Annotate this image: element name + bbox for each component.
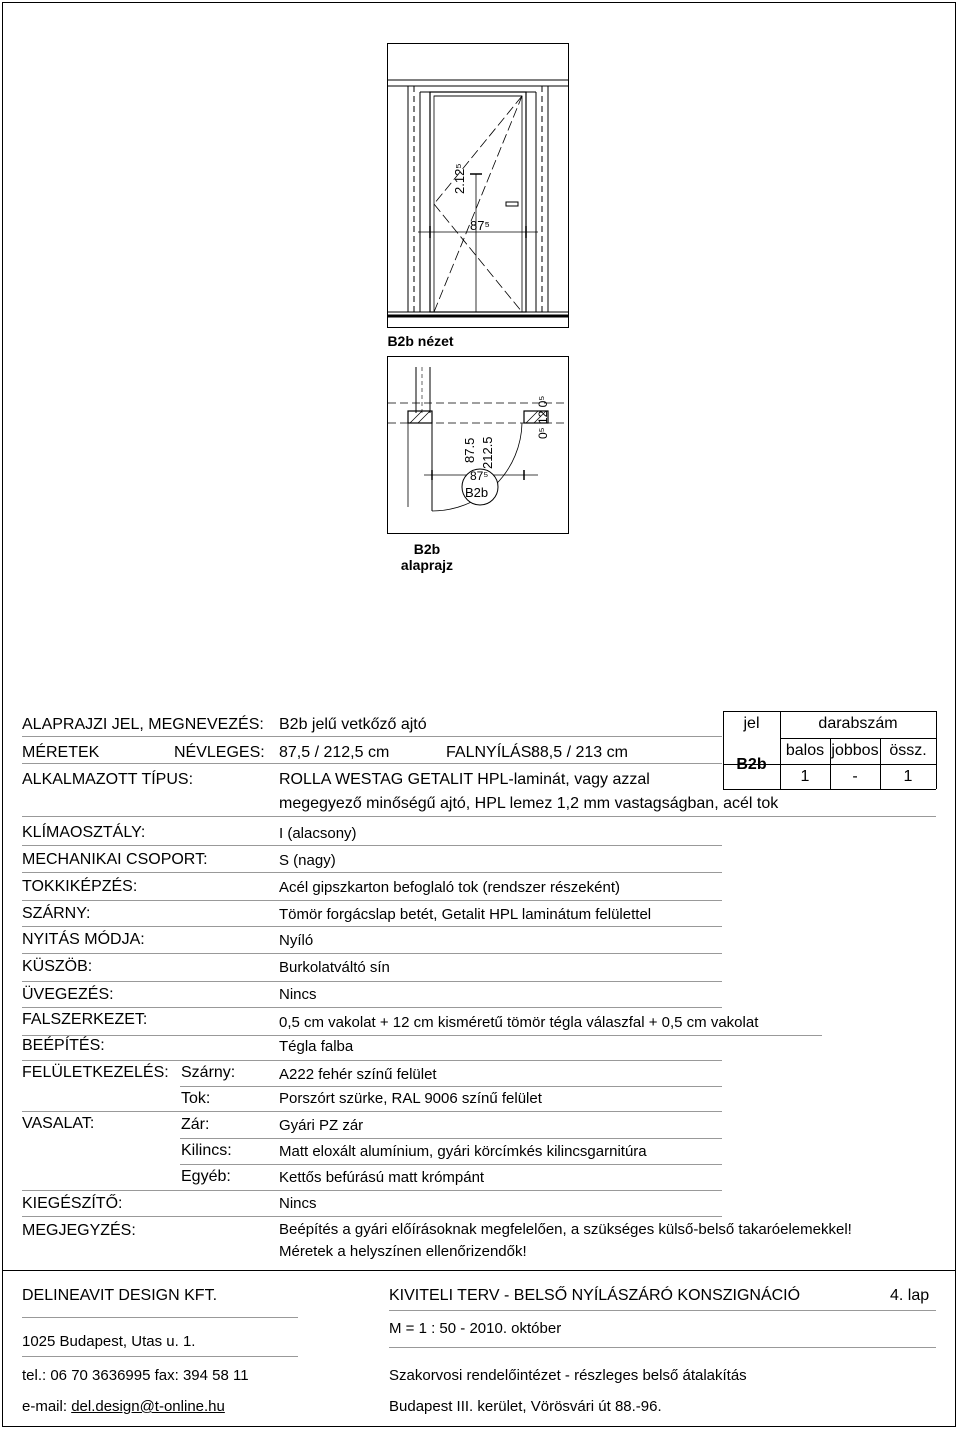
company-email-row — [22, 1398, 225, 1415]
finish-frame-label: Tok: — [181, 1090, 211, 1107]
scale-date: M = 1 : 50 - 2010. október — [389, 1320, 562, 1337]
nominal-value: 87,5 / 212,5 cm — [279, 744, 390, 761]
count-right: - — [852, 768, 858, 785]
handle-value: Matt eloxált alumínium, gyári körcímkés kilincsgarnitúra — [279, 1143, 647, 1160]
accessory-value: Nincs — [279, 1195, 317, 1212]
row-label-fal: FALSZERKEZET: — [22, 1011, 148, 1028]
row-value-fal: 0,5 cm vakolat + 12 cm kisméretű tömör tégla válaszfal + 0,5 cm vakolat — [279, 1014, 759, 1031]
row-value-uveg: Nincs — [279, 986, 317, 1003]
finish-frame-value: Porszórt szürke, RAL 9006 színű felület — [279, 1090, 542, 1107]
type-label: ALKALMAZOTT TÍPUS: — [22, 771, 194, 788]
row-value-mech: S (nagy) — [279, 852, 336, 869]
hardware-label: VASALAT: — [22, 1115, 95, 1132]
row-value-klima: I (alacsony) — [279, 825, 357, 842]
sheet-number: 4. lap — [890, 1287, 930, 1304]
row-value-szarny: Tömör forgácslap betét, Getalit HPL laminátum felülettel — [279, 906, 652, 923]
col-total-header: össz. — [889, 742, 927, 759]
col-count-header: darabszám — [818, 715, 898, 732]
lock-value: Gyári PZ zár — [279, 1117, 364, 1134]
row-label-uveg: ÜVEGEZÉS: — [22, 986, 114, 1003]
plan-dim-c-label: 87⁵ — [470, 469, 489, 483]
other-label: Egyéb: — [181, 1168, 231, 1185]
finish-sash-label: Szárny: — [181, 1064, 236, 1081]
row-label-beepites: BEÉPÍTÉS: — [22, 1037, 105, 1054]
plan-svg — [388, 357, 568, 533]
row-value-beepites: Tégla falba — [279, 1038, 354, 1055]
count-mark: B2b — [736, 756, 767, 773]
plan-drawing — [387, 356, 569, 534]
row-label-tok: TOKKIKÉPZÉS: — [22, 878, 138, 895]
count-total: 1 — [903, 768, 913, 785]
note-value-1: Beépítés a gyári előírásoknak megfelelően, a szükséges külső-belső takaróelemekkel! — [279, 1221, 852, 1238]
row-value-tok: Acél gipszkarton befoglaló tok (rendszer részeként) — [279, 879, 621, 896]
row-label-klima: KLÍMAOSZTÁLY: — [22, 824, 146, 841]
company-name: DELINEAVIT DESIGN KFT. — [22, 1287, 218, 1304]
col-right-header: jobbos — [831, 742, 879, 759]
plan-dim-b-label: 212.5 — [480, 436, 495, 469]
opening-value: 88,5 / 213 cm — [531, 744, 628, 761]
dim-height-label: 2.12⁵ — [452, 163, 467, 194]
note-value-2: Méretek a helyszínen ellenőrizendők! — [279, 1243, 527, 1260]
handle-label: Kilincs: — [181, 1142, 232, 1159]
col-left-header: balos — [785, 742, 825, 759]
size-label: MÉRETEK — [22, 744, 100, 761]
elevation-svg — [388, 44, 568, 327]
row-label-nyitas: NYITÁS MÓDJA: — [22, 931, 145, 948]
note-label: MEGJEGYZÉS: — [22, 1222, 136, 1239]
company-phone: tel.: 06 70 3636995 fax: 394 58 11 — [22, 1367, 249, 1384]
dim-width-label: 87⁵ — [470, 218, 490, 233]
nominal-label: NÉVLEGES: — [174, 744, 265, 761]
site-address: Budapest III. kerület, Vörösvári út 88.-96. — [389, 1398, 662, 1415]
lock-label: Zár: — [181, 1116, 210, 1133]
company-address: 1025 Budapest, Utas u. 1. — [22, 1333, 196, 1350]
row-label-kuszob: KÜSZÖB: — [22, 958, 93, 975]
email-label: e-mail: — [22, 1398, 72, 1415]
plan-dim-a-label: 87.5 — [462, 437, 477, 463]
name-value: B2b jelű vetkőző ajtó — [279, 716, 427, 733]
count-left: 1 — [800, 768, 810, 785]
plan-caption: B2b alaprajz — [400, 541, 454, 573]
type-value-2: megegyező minőségű ajtó, HPL lemez 1,2 mm vastagságban, acél tok — [279, 795, 779, 812]
col-mark-header: jel — [743, 715, 760, 732]
finish-label: FELÜLETKEZELÉS: — [22, 1064, 169, 1081]
accessory-label: KIEGÉSZÍTŐ: — [22, 1195, 123, 1212]
row-value-kuszob: Burkolatváltó sín — [279, 959, 390, 976]
email-link[interactable]: del.design@t-online.hu — [71, 1398, 225, 1415]
row-value-nyitas: Nyíló — [279, 932, 314, 949]
row-label-mech: MECHANIKAI CSOPORT: — [22, 851, 208, 868]
type-value-1: ROLLA WESTAG GETALIT HPL-laminát, vagy azzal — [279, 771, 650, 788]
client-name: Szakorvosi rendelőintézet - részleges belső átalakítás — [389, 1367, 747, 1384]
row-label-szarny: SZÁRNY: — [22, 905, 91, 922]
finish-sash-value: A222 fehér színű felület — [279, 1066, 437, 1083]
project-title: KIVITELI TERV - BELSŐ NYÍLÁSZÁRÓ KONSZIGNÁCIÓ — [389, 1287, 801, 1304]
name-label: ALAPRAJZI JEL, MEGNEVEZÉS: — [22, 716, 264, 733]
plan-dim-side-label: 0⁵ 12 0⁵ — [536, 395, 550, 439]
other-value: Kettős befúrású matt krómpánt — [279, 1169, 485, 1186]
plan-mark-label: B2b — [465, 485, 489, 500]
elevation-caption: B2b nézet — [387, 333, 454, 349]
elevation-drawing — [387, 43, 569, 328]
opening-label: FALNYÍLÁS: — [446, 744, 536, 761]
